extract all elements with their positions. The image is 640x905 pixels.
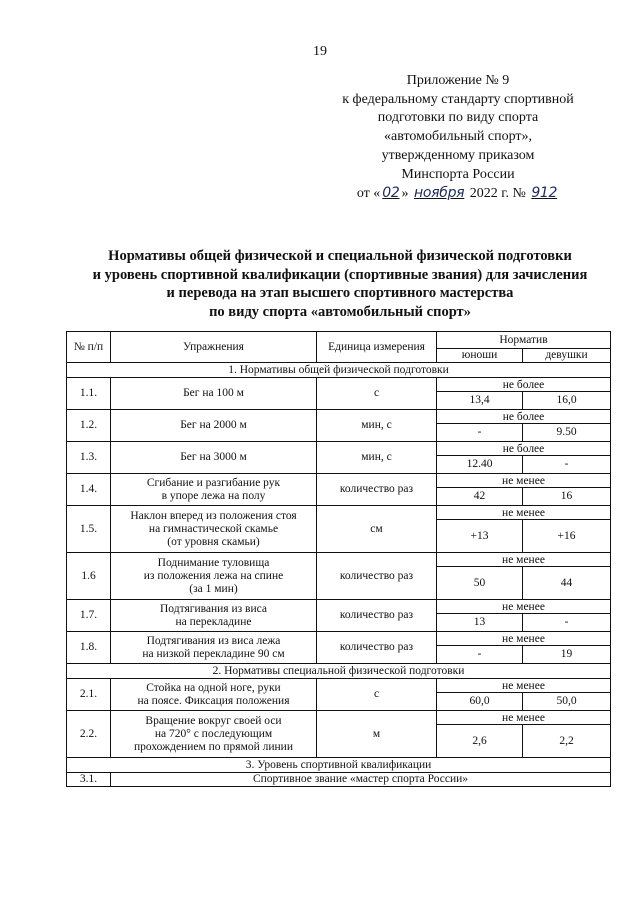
table-row	[67, 474, 611, 488]
value-boys: 60,0	[437, 693, 523, 711]
exercise-line: на 720° с последующим	[154, 727, 273, 740]
title-line: и уровень спортивной квалификации (спортивные звания) для зачисления	[92, 266, 588, 283]
exercise-line: Подтягивания из виса лежа	[146, 634, 281, 647]
header-exercise: Упражнения	[111, 332, 317, 363]
row-num: 3.1.	[67, 773, 111, 787]
row-num: 1.3.	[67, 442, 111, 474]
value-girls: +16	[523, 520, 611, 553]
norms-body	[67, 363, 611, 787]
exercise-line: (от уровня скамьи)	[167, 535, 260, 548]
exercise-line: Стойка на одной ноге, руки	[146, 681, 281, 694]
value-boys: 13,4	[437, 392, 523, 410]
row-exercise	[111, 474, 317, 506]
appendix-block	[308, 72, 608, 204]
row-condition: не менее	[437, 474, 611, 488]
exercise-line: Бег на 3000 м	[180, 451, 247, 463]
section-row	[67, 664, 611, 679]
row-num: 1.8.	[67, 632, 111, 664]
row-num: 1.4.	[67, 474, 111, 506]
row-condition: не менее	[437, 679, 611, 693]
table-row	[67, 506, 611, 520]
table-row	[67, 410, 611, 424]
table-row	[67, 773, 611, 787]
row-exercise	[111, 600, 317, 632]
value-girls: 44	[523, 567, 611, 600]
row-num: 1.6	[67, 553, 111, 600]
header-boys: юноши	[437, 349, 523, 363]
header-norm: Норматив	[437, 332, 611, 349]
appendix-line: Приложение № 9	[406, 73, 510, 88]
exercise-line: Поднимание туловища	[157, 556, 270, 569]
row-exercise	[111, 679, 317, 711]
row-condition: не менее	[437, 632, 611, 646]
order-date-line	[308, 184, 608, 204]
title-line: и перевода на этап высшего спортивного мастерства	[166, 285, 514, 301]
title-line: Нормативы общей физической и специальной физической подготовки	[108, 248, 572, 264]
appendix-line: утвержденному приказом	[381, 147, 535, 163]
row-condition: не более	[437, 442, 611, 456]
exercise-line: Бег на 100 м	[183, 387, 244, 399]
row-condition: не менее	[437, 506, 611, 520]
exercise-line: на гимнастической скамье	[148, 522, 279, 535]
appendix-line: к федеральному стандарту спортивной	[342, 91, 574, 107]
date-day-close: »	[401, 186, 409, 202]
row-exercise	[111, 632, 317, 664]
row-text: Спортивное звание «мастер спорта России»	[111, 773, 611, 787]
row-exercise	[111, 442, 317, 474]
row-condition: не более	[437, 378, 611, 392]
row-exercise	[111, 506, 317, 553]
appendix-line: подготовки по виду спорта	[377, 110, 539, 126]
row-unit: мин, с	[317, 442, 437, 474]
table-row	[67, 679, 611, 693]
norms-table	[66, 331, 611, 787]
row-exercise	[111, 378, 317, 410]
row-condition: не более	[437, 410, 611, 424]
row-unit: с	[317, 679, 437, 711]
exercise-line: Наклон вперед из положения стоя	[130, 509, 297, 522]
table-row	[67, 553, 611, 567]
exercise-line: Подтягивания из виса	[160, 602, 267, 615]
exercise-line: Сгибание и разгибание рук	[146, 476, 281, 489]
row-condition: не менее	[437, 711, 611, 725]
row-exercise	[111, 711, 317, 758]
exercise-line: на поясе. Фиксация положения	[137, 694, 290, 707]
exercise-line: Вращение вокруг своей оси	[145, 714, 282, 727]
value-boys: 42	[437, 488, 523, 506]
row-unit: количество раз	[317, 632, 437, 664]
section-title: 2. Нормативы специальной физической подготовки	[67, 664, 611, 679]
row-unit: количество раз	[317, 553, 437, 600]
value-boys: 13	[437, 614, 523, 632]
value-girls: -	[523, 456, 611, 474]
value-girls: 2,2	[523, 725, 611, 758]
row-exercise	[111, 410, 317, 442]
row-unit: мин, с	[317, 410, 437, 442]
row-unit: м	[317, 711, 437, 758]
section-title: 3. Уровень спортивной квалификации	[67, 758, 611, 773]
page-number: 19	[313, 44, 327, 59]
value-boys: 2,6	[437, 725, 523, 758]
handwritten-day: 02	[382, 185, 400, 202]
row-unit: количество раз	[317, 474, 437, 506]
row-condition: не менее	[437, 600, 611, 614]
handwritten-order-number: 912	[531, 185, 558, 202]
value-boys: -	[437, 646, 523, 664]
table-row	[67, 632, 611, 646]
exercise-line: в упоре лежа на полу	[161, 489, 266, 502]
value-girls: -	[523, 614, 611, 632]
exercise-line: на перекладине	[175, 615, 252, 628]
row-condition: не менее	[437, 553, 611, 567]
exercise-line: из положения лежа на спине	[143, 569, 284, 582]
value-boys: -	[437, 424, 523, 442]
row-num: 1.1.	[67, 378, 111, 410]
appendix-line: «автомобильный спорт»,	[383, 129, 533, 145]
header-unit: Единица измерения	[317, 332, 437, 363]
row-unit: с	[317, 378, 437, 410]
row-num: 1.2.	[67, 410, 111, 442]
date-prefix: от «	[356, 186, 381, 202]
exercise-line: на низкой перекладине 90 см	[142, 647, 285, 660]
table-row	[67, 711, 611, 725]
table-row	[67, 378, 611, 392]
row-exercise	[111, 553, 317, 600]
value-boys: 12.40	[437, 456, 523, 474]
value-girls: 19	[523, 646, 611, 664]
exercise-line: (за 1 мин)	[189, 582, 238, 595]
document-title	[0, 247, 640, 321]
table-row	[67, 600, 611, 614]
row-unit: см	[317, 506, 437, 553]
row-num: 1.7.	[67, 600, 111, 632]
date-year: 2022 г. №	[469, 186, 526, 202]
exercise-line: прохождением по прямой линии	[134, 740, 293, 753]
row-num: 2.2.	[67, 711, 111, 758]
header-num: № п/п	[67, 332, 111, 363]
title-line: по виду спорта «автомобильный спорт»	[209, 303, 471, 320]
section-row	[67, 363, 611, 378]
header-girls: девушки	[523, 349, 611, 363]
row-unit: количество раз	[317, 600, 437, 632]
handwritten-month: ноября	[414, 185, 465, 202]
value-boys: +13	[437, 520, 523, 553]
value-girls: 16,0	[523, 392, 611, 410]
value-boys: 50	[437, 567, 523, 600]
appendix-line: Минспорта России	[401, 166, 515, 182]
value-girls: 50,0	[523, 693, 611, 711]
row-num: 1.5.	[67, 506, 111, 553]
table-row	[67, 442, 611, 456]
value-girls: 16	[523, 488, 611, 506]
section-title: 1. Нормативы общей физической подготовки	[67, 363, 611, 378]
exercise-line: Бег на 2000 м	[180, 419, 247, 431]
value-girls: 9.50	[523, 424, 611, 442]
row-num: 2.1.	[67, 679, 111, 711]
section-row	[67, 758, 611, 773]
